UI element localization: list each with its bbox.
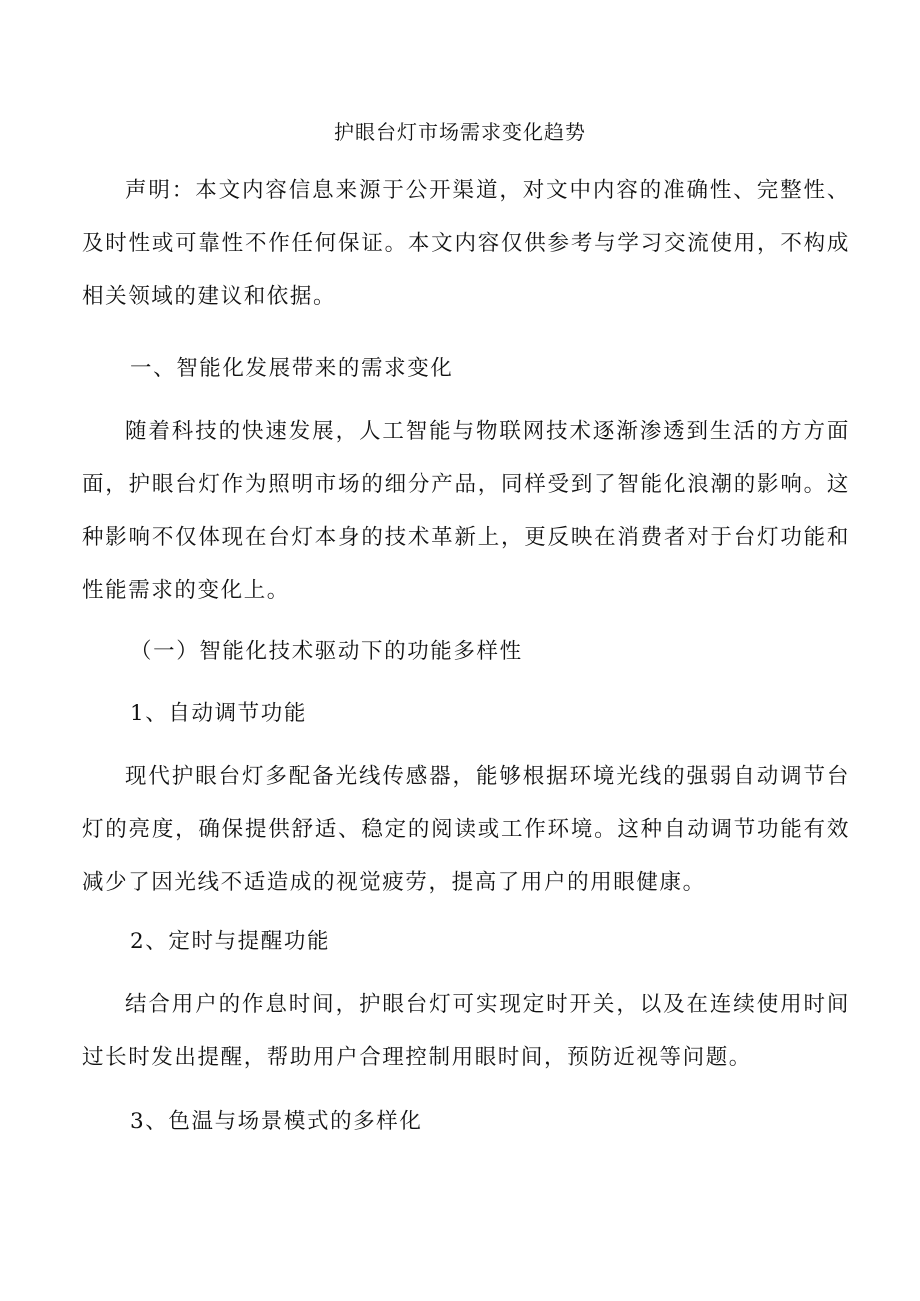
item-1-paragraph: 现代护眼台灯多配备光线传感器，能够根据环境光线的强弱自动调节台灯的亮度，确保提供舒适、稳定的阅读或工作环境。这种自动调节功能有效减少了因光线不适造成的视觉疲劳，提高了用户的用眼健康。 <box>82 764 850 895</box>
item-heading-3: 3、色温与场景模式的多样化 <box>130 1109 423 1134</box>
item-heading-2: 2、定时与提醒功能 <box>130 929 331 954</box>
section-1-paragraph: 随着科技的快速发展，人工智能与物联网技术逐渐渗透到生活的方方面面，护眼台灯作为照明市场的细分产品，同样受到了智能化浪潮的影响。这种影响不仅体现在台灯本身的技术革新上，更反映在消费者对于台灯功能和性能需求的变化上。 <box>82 419 850 603</box>
disclaimer-paragraph: 声明：本文内容信息来源于公开渠道，对文中内容的准确性、完整性、及时性或可靠性不作任何保证。本文内容仅供参考与学习交流使用，不构成相关领域的建议和依据。 <box>82 178 850 309</box>
item-2-paragraph: 结合用户的作息时间，护眼台灯可实现定时开关，以及在连续使用时间过长时发出提醒，帮助用户合理控制用眼时间，预防近视等问题。 <box>82 992 850 1070</box>
document-title: 护眼台灯市场需求变化趋势 <box>334 120 586 144</box>
item-heading-1: 1、自动调节功能 <box>130 701 307 726</box>
section-heading-1: 一、智能化发展带来的需求变化 <box>130 356 454 381</box>
subsection-heading-1: （一）智能化技术驱动下的功能多样性 <box>130 639 523 664</box>
